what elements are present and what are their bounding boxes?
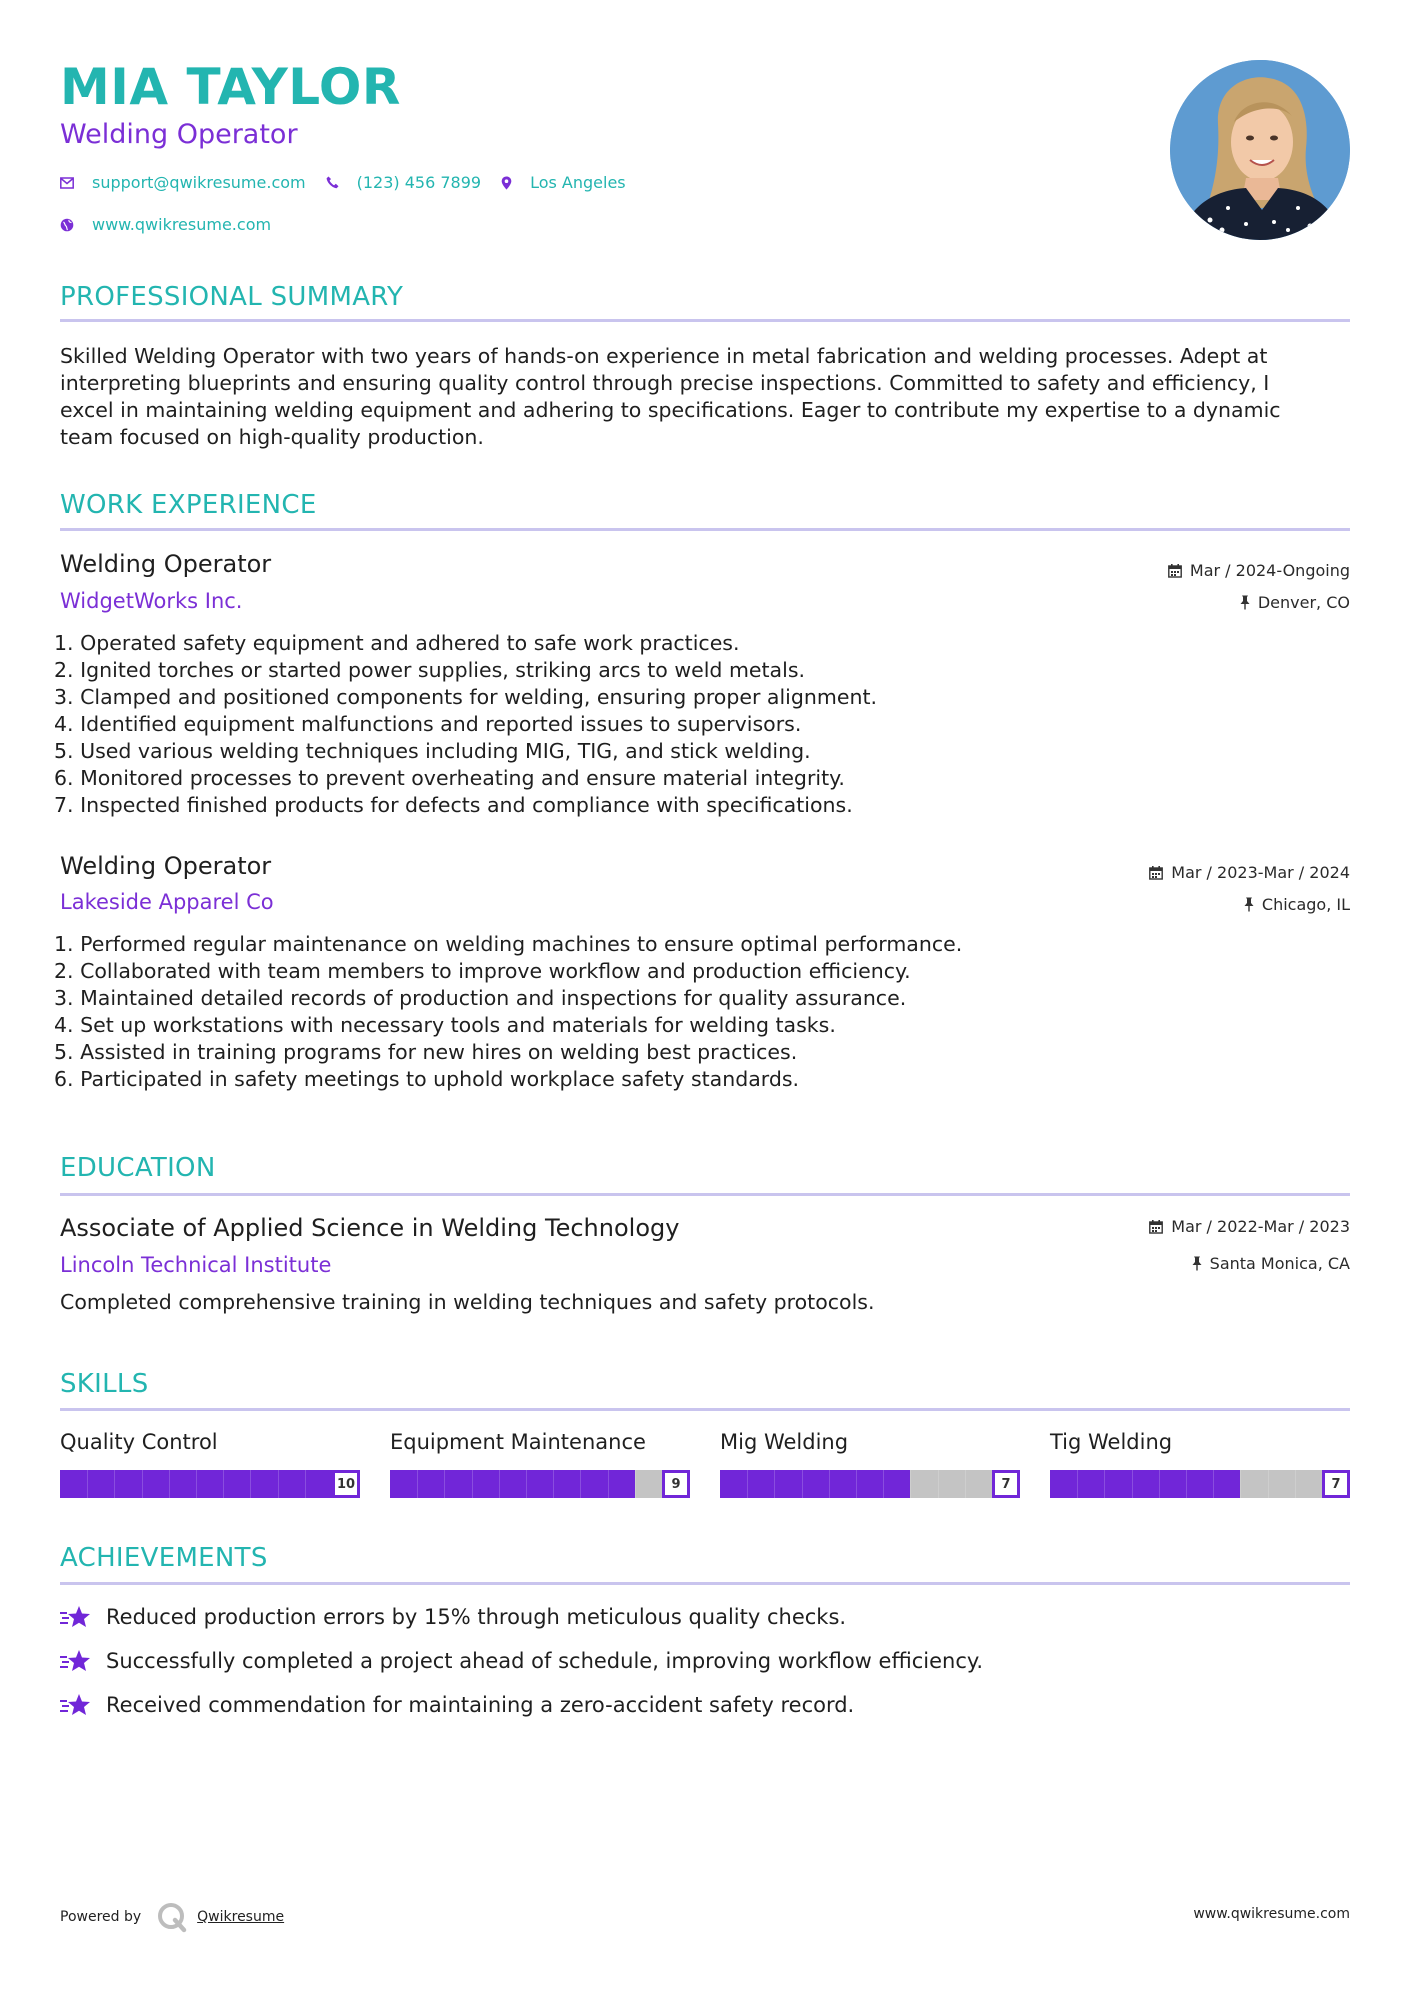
skill-level-bar <box>1050 1470 1350 1498</box>
company-name: Lakeside Apparel Co <box>60 890 274 914</box>
skill-level-bar <box>60 1470 360 1498</box>
qwikresume-logo-icon <box>155 1900 189 1934</box>
education-dates <box>1149 1217 1350 1236</box>
education-dates-text: Mar / 2022-Mar / 2023 <box>1171 1217 1350 1236</box>
portrait-image <box>1170 60 1350 240</box>
job-title: Welding Operator <box>60 852 272 880</box>
skill-segment-divider <box>553 1470 554 1498</box>
profile-photo <box>1170 60 1350 240</box>
globe-icon <box>60 218 74 232</box>
skill-segment-divider <box>910 1470 911 1498</box>
website-row <box>60 215 291 234</box>
skill-segment-divider <box>1104 1470 1105 1498</box>
footer-powered-by <box>60 1900 284 1934</box>
skill-segment-divider <box>87 1470 88 1498</box>
summary-line: interpreting blueprints and ensuring quality control through precise inspections. Committed to safety and efficiency, I <box>60 371 1270 395</box>
list-item: 7. Inspected finished products for defects and compliance with specifications. <box>54 793 853 817</box>
achievement-item <box>60 1604 846 1630</box>
list-item: 6. Participated in safety meetings to uphold workplace safety standards. <box>54 1067 800 1091</box>
summary-heading: PROFESSIONAL SUMMARY <box>60 282 404 312</box>
location-text: Los Angeles <box>530 173 626 192</box>
candidate-name: MIA TAYLOR <box>60 58 401 116</box>
pushpin-icon <box>1240 595 1250 610</box>
skill-segment-divider <box>856 1470 857 1498</box>
skill-item <box>390 1430 690 1498</box>
section-divider <box>60 1408 1350 1411</box>
list-item: 6. Monitored processes to prevent overheating and ensure material integrity. <box>54 766 845 790</box>
skill-segment-divider <box>802 1470 803 1498</box>
company-name: WidgetWorks Inc. <box>60 589 243 613</box>
job-dates <box>1168 561 1350 580</box>
skill-segment-divider <box>223 1470 224 1498</box>
skill-score-box: 10 <box>332 1470 360 1498</box>
summary-line: team focused on high-quality production. <box>60 425 484 449</box>
skill-segment-divider <box>747 1470 748 1498</box>
map-pin-icon <box>501 176 512 190</box>
job-location <box>1244 895 1350 914</box>
skill-segment-divider <box>278 1470 279 1498</box>
candidate-role: Welding Operator <box>60 119 298 150</box>
list-item: 1. Operated safety equipment and adhered to safe work practices. <box>54 631 740 655</box>
skill-score-box: 7 <box>1322 1470 1350 1498</box>
skill-segment-divider <box>114 1470 115 1498</box>
list-item: 5. Assisted in training programs for new hires on welding best practices. <box>54 1040 798 1064</box>
skill-item <box>60 1430 360 1498</box>
footer-url[interactable]: www.qwikresume.com <box>1193 1906 1350 1922</box>
skill-segment-divider <box>965 1470 966 1498</box>
skill-segment-divider <box>608 1470 609 1498</box>
website-text: www.qwikresume.com <box>92 215 272 234</box>
summary-text <box>60 343 1350 451</box>
phone-item[interactable] <box>326 173 481 192</box>
summary-line: excel in maintaining welding equipment and adhering to specifications. Eager to contribute my expertise to a dynamic <box>60 398 1281 422</box>
skill-level-bar <box>390 1470 690 1498</box>
achievement-text: Successfully completed a project ahead of schedule, improving workflow efficiency. <box>106 1649 984 1673</box>
skill-segment-divider <box>1159 1470 1160 1498</box>
skill-segment-divider <box>1268 1470 1269 1498</box>
job-bullets <box>54 630 877 819</box>
list-item: 4. Set up workstations with necessary tools and materials for welding tasks. <box>54 1013 836 1037</box>
skill-segment-divider <box>444 1470 445 1498</box>
list-item: 2. Ignited torches or started power supplies, striking arcs to weld metals. <box>54 658 806 682</box>
job-location-text: Denver, CO <box>1257 593 1350 612</box>
skill-segment-divider <box>829 1470 830 1498</box>
skill-level-fill <box>1050 1470 1240 1498</box>
job-dates-text: Mar / 2023-Mar / 2024 <box>1171 863 1350 882</box>
achievement-text: Reduced production errors by 15% through meticulous quality checks. <box>106 1605 847 1629</box>
section-divider <box>60 1193 1350 1196</box>
skill-segment-divider <box>1132 1470 1133 1498</box>
email-item[interactable] <box>60 173 306 192</box>
skill-score-box: 7 <box>992 1470 1020 1498</box>
qwikresume-link[interactable]: Qwikresume <box>197 1909 285 1925</box>
list-item: 3. Clamped and positioned components for welding, ensuring proper alignment. <box>54 685 878 709</box>
skill-segment-divider <box>1240 1470 1241 1498</box>
calendar-icon <box>1149 866 1163 880</box>
location-item <box>501 173 626 192</box>
email-text: support@qwikresume.com <box>92 173 306 192</box>
contact-row <box>60 173 646 192</box>
skill-segment-divider <box>774 1470 775 1498</box>
job-dates-text: Mar / 2024-Ongoing <box>1189 561 1350 580</box>
phone-icon <box>326 176 339 189</box>
skill-level-fill <box>720 1470 910 1498</box>
skill-segment-divider <box>580 1470 581 1498</box>
pushpin-icon <box>1244 897 1254 912</box>
pushpin-icon <box>1192 1256 1202 1271</box>
job-dates <box>1149 863 1350 882</box>
achievements-heading: ACHIEVEMENTS <box>60 1543 268 1573</box>
skill-segment-divider <box>250 1470 251 1498</box>
skill-score-box: 9 <box>662 1470 690 1498</box>
skill-segment-divider <box>1077 1470 1078 1498</box>
skill-level-fill <box>390 1470 635 1498</box>
list-item: 1. Performed regular maintenance on welding machines to ensure optimal performance. <box>54 932 963 956</box>
shooting-star-icon <box>60 1604 92 1630</box>
skill-segment-divider <box>938 1470 939 1498</box>
section-divider <box>60 1582 1350 1585</box>
list-item: 4. Identified equipment malfunctions and reported issues to supervisors. <box>54 712 802 736</box>
skill-segment-divider <box>883 1470 884 1498</box>
achievement-item <box>60 1692 854 1718</box>
job-title: Welding Operator <box>60 550 272 578</box>
mail-icon <box>60 177 74 189</box>
calendar-icon <box>1168 564 1182 578</box>
school-name: Lincoln Technical Institute <box>60 1253 332 1277</box>
skill-segment-divider <box>169 1470 170 1498</box>
skill-segment-divider <box>635 1470 636 1498</box>
shooting-star-icon <box>60 1692 92 1718</box>
resume-page <box>54 0 1350 1990</box>
skill-item <box>720 1430 1020 1498</box>
skill-item <box>1050 1430 1350 1498</box>
degree-title: Associate of Applied Science in Welding Technology <box>60 1214 680 1242</box>
skill-name: Tig Welding <box>1050 1430 1173 1454</box>
powered-by-label: Powered by <box>60 1909 142 1925</box>
job-location-text: Chicago, IL <box>1261 895 1350 914</box>
job-bullets <box>54 931 962 1093</box>
experience-heading: WORK EXPERIENCE <box>60 490 317 520</box>
calendar-icon <box>1149 1220 1163 1234</box>
skill-segment-divider <box>472 1470 473 1498</box>
section-divider <box>60 528 1350 531</box>
skill-segment-divider <box>1186 1470 1187 1498</box>
skill-level-bar <box>720 1470 1020 1498</box>
skill-name: Equipment Maintenance <box>390 1430 646 1454</box>
skill-segment-divider <box>1213 1470 1214 1498</box>
summary-line: Skilled Welding Operator with two years of hands-on experience in metal fabrication and welding processes. Adept at <box>60 344 1268 368</box>
skills-heading: SKILLS <box>60 1369 149 1399</box>
skill-segment-divider <box>526 1470 527 1498</box>
job-location <box>1240 593 1350 612</box>
education-location <box>1192 1254 1350 1273</box>
achievement-item <box>60 1648 983 1674</box>
phone-text: (123) 456 7899 <box>356 173 482 192</box>
achievement-text: Received commendation for maintaining a zero-accident safety record. <box>106 1693 855 1717</box>
skill-segment-divider <box>196 1470 197 1498</box>
skill-name: Quality Control <box>60 1430 218 1454</box>
education-location-text: Santa Monica, CA <box>1209 1254 1350 1273</box>
skill-name: Mig Welding <box>720 1430 849 1454</box>
skill-segment-divider <box>499 1470 500 1498</box>
section-divider <box>60 319 1350 322</box>
skill-segment-divider <box>1295 1470 1296 1498</box>
skill-segment-divider <box>417 1470 418 1498</box>
skill-segment-divider <box>142 1470 143 1498</box>
list-item: 2. Collaborated with team members to improve workflow and production efficiency. <box>54 959 911 983</box>
skill-segment-divider <box>305 1470 306 1498</box>
website-item[interactable] <box>60 215 271 234</box>
shooting-star-icon <box>60 1648 92 1674</box>
education-heading: EDUCATION <box>60 1153 216 1183</box>
list-item: 5. Used various welding techniques including MIG, TIG, and stick welding. <box>54 739 811 763</box>
list-item: 3. Maintained detailed records of production and inspections for quality assurance. <box>54 986 907 1010</box>
education-description: Completed comprehensive training in welding techniques and safety protocols. <box>60 1290 875 1314</box>
